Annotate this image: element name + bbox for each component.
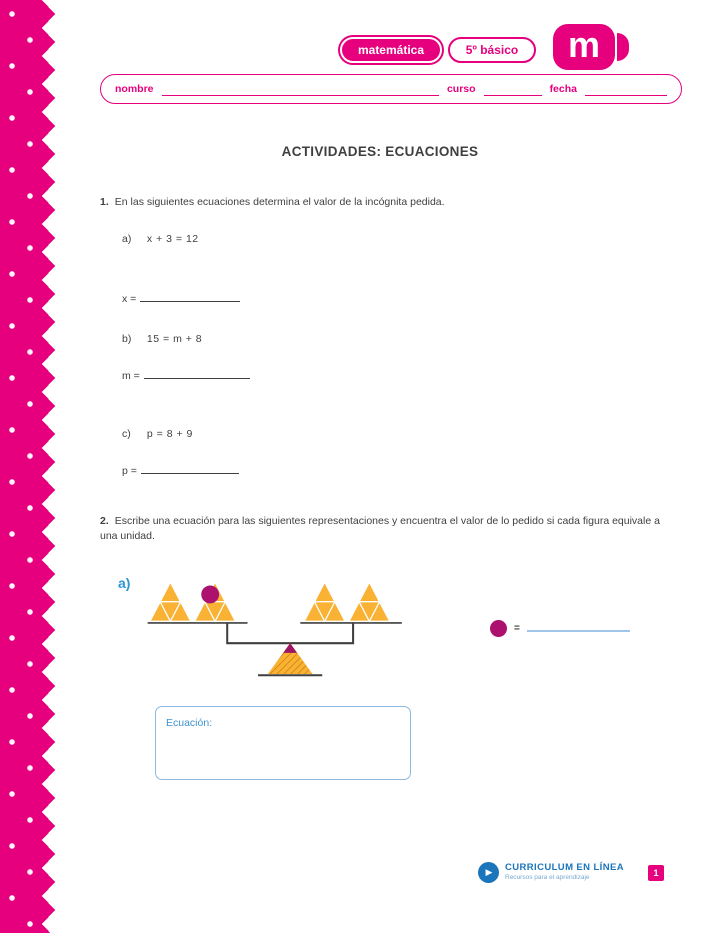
- part-a-label: a): [118, 575, 131, 591]
- student-info-bar: [100, 74, 682, 104]
- exercise2-text: Escribe una ecuación para las siguientes representaciones y encuentra el valor de lo pedido si cada figura equivale a una unidad.: [100, 515, 660, 543]
- circle-value-legend: [490, 620, 630, 637]
- logo-tail-icon: [617, 33, 629, 61]
- grade-badge: 5º básico: [448, 37, 536, 63]
- exercise2-prompt: [100, 514, 662, 544]
- equation-box[interactable]: [155, 706, 411, 780]
- fulcrum: [258, 643, 322, 675]
- answer-a-line[interactable]: [140, 291, 240, 302]
- equation-item-a: [122, 233, 199, 245]
- item-a-label: a): [122, 233, 132, 245]
- item-b-equation: 15 = m + 8: [146, 333, 203, 345]
- exercise1-number: 1.: [100, 196, 109, 208]
- play-icon: ▶: [478, 862, 499, 883]
- item-c-equation: p = 8 + 9: [146, 428, 193, 440]
- left-pan-triangles: [148, 582, 248, 623]
- name-input-line[interactable]: [162, 83, 439, 96]
- pivot-triangle: [283, 643, 297, 653]
- item-b-label: b): [122, 333, 132, 345]
- exercise2-number: 2.: [100, 515, 109, 527]
- subject-badge: matemática: [340, 37, 442, 63]
- right-pan-triangles: [300, 582, 402, 623]
- answer-c-line[interactable]: [141, 463, 239, 474]
- unit-circle-icon: [490, 620, 507, 637]
- torn-edge-decoration: [0, 0, 42, 933]
- answer-row-b: [122, 368, 250, 382]
- course-input-line[interactable]: [484, 83, 542, 96]
- exercise1-prompt: [100, 195, 570, 210]
- footer-brand-name: CURRICULUM EN LÍNEA: [505, 862, 624, 874]
- page-title: ACTIVIDADES: ECUACIONES: [281, 144, 479, 159]
- item-a-equation: x + 3 = 12: [146, 233, 199, 245]
- brand-logo: [553, 24, 615, 70]
- equation-box-label: Ecuación:: [166, 717, 213, 729]
- item-c-label: c): [122, 428, 131, 440]
- legend-answer-line[interactable]: [527, 630, 630, 632]
- equation-item-b: [122, 333, 202, 345]
- balance-scale-illustration: [146, 570, 414, 679]
- answer-row-c: [122, 463, 239, 477]
- exercise1-text: En las siguientes ecuaciones determina el valor de la incógnita pedida.: [114, 196, 445, 208]
- balance-beam: [227, 623, 353, 643]
- footer-tagline: Recursos para el aprendizaje: [505, 874, 590, 882]
- date-input-line[interactable]: [585, 83, 667, 96]
- answer-b-line[interactable]: [144, 368, 250, 379]
- answer-a-prefix: x =: [122, 293, 137, 305]
- logo-letter: m: [567, 24, 600, 65]
- answer-row-a: [122, 291, 240, 305]
- footer-brand: [478, 862, 624, 883]
- unit-weight-circle: [201, 586, 219, 604]
- equals-sign: =: [514, 623, 520, 634]
- page-number-badge: 1: [648, 865, 664, 881]
- answer-b-prefix: m =: [122, 370, 140, 382]
- answer-c-prefix: p =: [122, 465, 137, 477]
- course-label: curso: [446, 83, 476, 95]
- date-label: fecha: [549, 83, 577, 95]
- name-label: nombre: [115, 83, 154, 95]
- equation-item-c: [122, 428, 193, 440]
